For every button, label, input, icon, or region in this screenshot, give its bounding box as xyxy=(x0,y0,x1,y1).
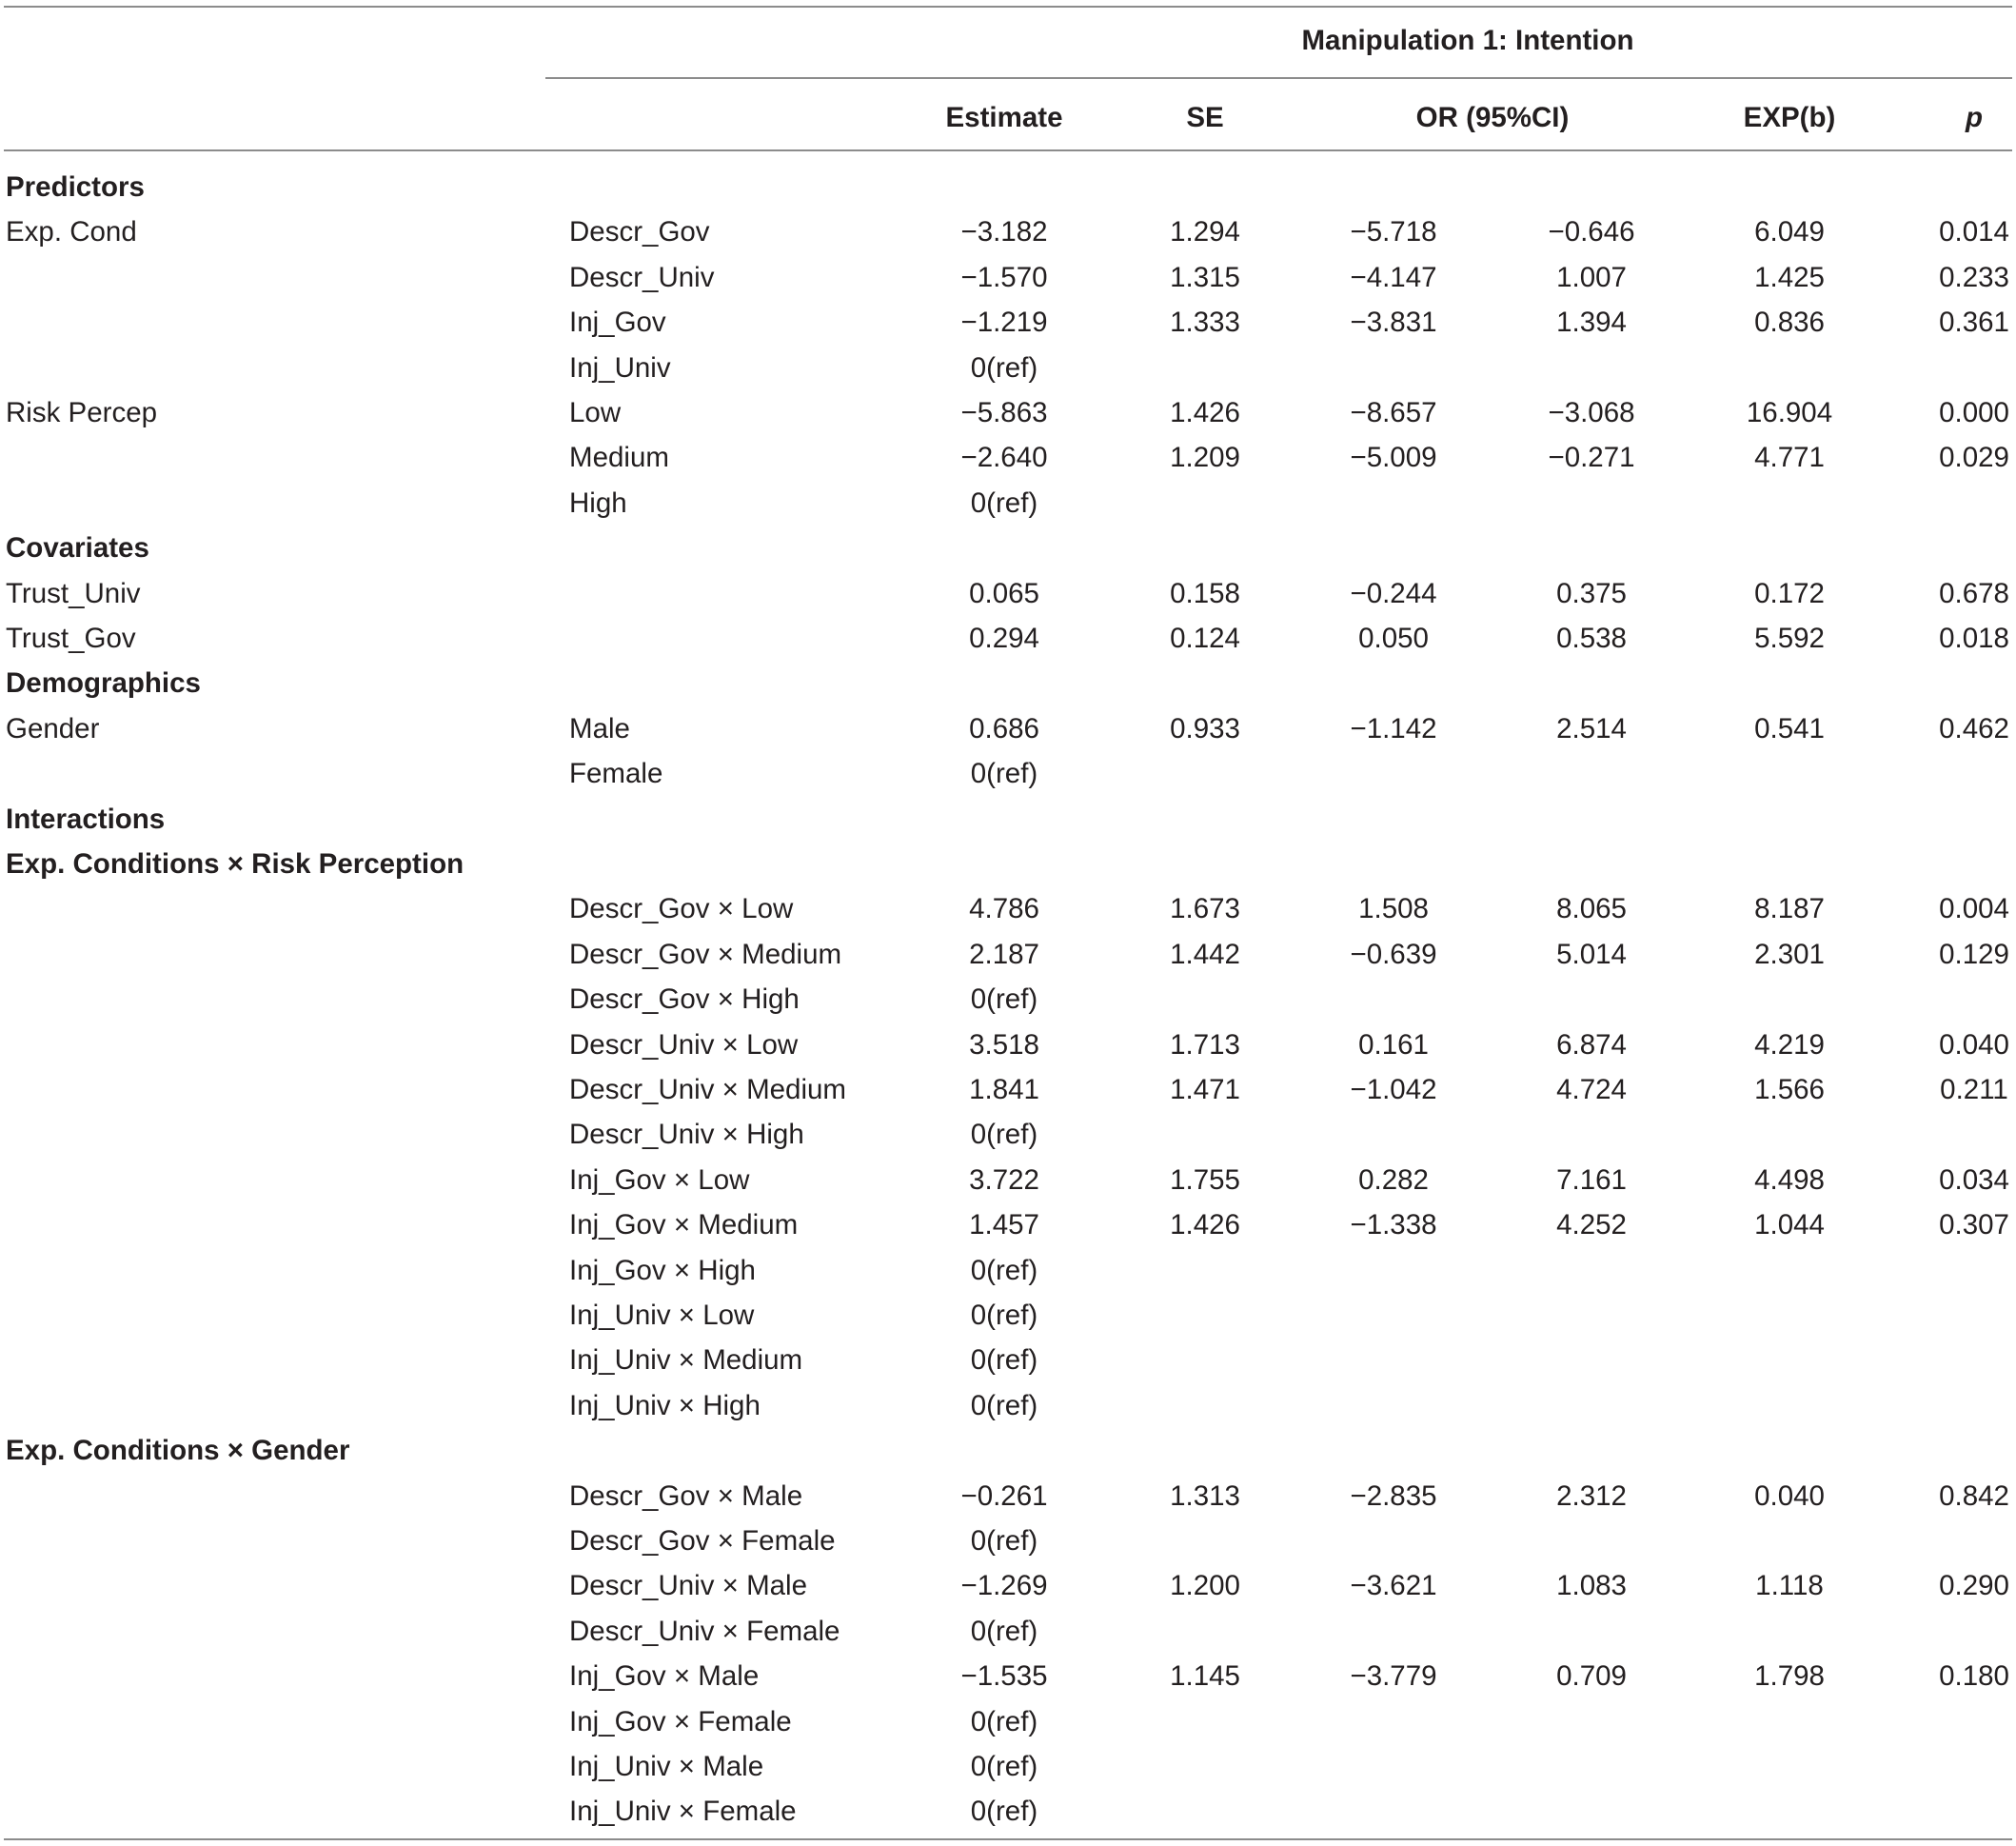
cell-or-lower: −3.621 xyxy=(1350,1570,1437,1602)
cell-or-lower: −2.835 xyxy=(1350,1479,1437,1512)
row-level: Low xyxy=(569,397,622,428)
cell-p: 0.842 xyxy=(1939,1479,2009,1512)
row-variable: Trust_Univ xyxy=(6,577,141,609)
row-level: Male xyxy=(569,712,630,744)
cell-or-upper: 5.014 xyxy=(1556,938,1627,970)
section-label: Covariates xyxy=(6,532,149,565)
cell-or-upper: 4.724 xyxy=(1556,1074,1627,1105)
row-level: Inj_Gov × Low xyxy=(569,1163,750,1196)
cell-estimate: −1.570 xyxy=(960,261,1048,293)
cell-estimate: −1.269 xyxy=(960,1570,1048,1602)
cell-expb: 4.771 xyxy=(1754,442,1825,474)
cell-se: 1.426 xyxy=(1170,397,1240,428)
row-level: Descr_Univ × High xyxy=(569,1119,804,1151)
bottom-rule xyxy=(4,1838,2012,1840)
row-level: Inj_Univ × Low xyxy=(569,1300,755,1331)
row-level: Inj_Univ × Male xyxy=(569,1751,764,1782)
cell-or-upper: −3.068 xyxy=(1548,397,1635,428)
cell-p: 0.462 xyxy=(1939,712,2009,744)
row-level: Descr_Gov × Medium xyxy=(569,938,842,970)
row-variable: Gender xyxy=(6,712,100,744)
cell-p: 0.129 xyxy=(1939,938,2009,970)
cell-or-upper: 0.538 xyxy=(1556,623,1627,654)
col-header-se: SE xyxy=(1186,102,1224,133)
row-level: Inj_Univ × High xyxy=(569,1389,761,1421)
cell-p: 0.034 xyxy=(1939,1163,2009,1196)
group-header-rule xyxy=(545,77,2012,79)
cell-se: 1.426 xyxy=(1170,1209,1240,1241)
cell-estimate: 0(ref) xyxy=(970,351,1038,384)
cell-or-upper: 1.083 xyxy=(1556,1570,1627,1602)
cell-se: 1.145 xyxy=(1170,1660,1240,1693)
cell-p: 0.040 xyxy=(1939,1028,2009,1061)
cell-or-lower: −5.009 xyxy=(1350,442,1437,474)
cell-or-lower: −0.639 xyxy=(1350,938,1437,970)
cell-or-upper: −0.646 xyxy=(1548,216,1635,248)
cell-or-lower: 0.050 xyxy=(1358,623,1429,654)
row-level: Descr_Gov × Low xyxy=(569,893,794,925)
cell-estimate: 0(ref) xyxy=(970,1344,1038,1377)
row-level: Inj_Univ × Medium xyxy=(569,1344,803,1377)
cell-se: 1.333 xyxy=(1170,307,1240,339)
row-level: Female xyxy=(569,758,663,790)
cell-p: 0.004 xyxy=(1939,893,2009,925)
group-header: Manipulation 1: Intention xyxy=(1301,25,1634,56)
cell-or-upper: 4.252 xyxy=(1556,1209,1627,1241)
cell-se: 1.313 xyxy=(1170,1479,1240,1512)
cell-estimate: 0(ref) xyxy=(970,983,1038,1016)
cell-or-lower: −1.142 xyxy=(1350,712,1437,744)
row-level: High xyxy=(569,486,627,519)
row-level: Inj_Univ × Female xyxy=(569,1796,797,1828)
row-level: Descr_Univ × Male xyxy=(569,1570,808,1602)
cell-se: 1.673 xyxy=(1170,893,1240,925)
cell-expb: 16.904 xyxy=(1746,397,1833,428)
cell-estimate: 1.457 xyxy=(969,1209,1039,1241)
row-variable: Risk Percep xyxy=(6,397,158,428)
cell-estimate: 0(ref) xyxy=(970,486,1038,519)
cell-expb: 0.541 xyxy=(1754,712,1825,744)
cell-estimate: −2.640 xyxy=(960,442,1048,474)
cell-estimate: −5.863 xyxy=(960,397,1048,428)
row-level: Descr_Univ × Low xyxy=(569,1028,799,1061)
cell-expb: 2.301 xyxy=(1754,938,1825,970)
cell-or-lower: −0.244 xyxy=(1350,577,1437,609)
row-level: Descr_Univ × Female xyxy=(569,1615,840,1647)
cell-estimate: 0(ref) xyxy=(970,1751,1038,1782)
cell-or-upper: −0.271 xyxy=(1548,442,1635,474)
cell-expb: 1.798 xyxy=(1754,1660,1825,1693)
cell-p: 0.361 xyxy=(1939,307,2009,339)
cell-or-lower: 0.161 xyxy=(1358,1028,1429,1061)
cell-estimate: 0(ref) xyxy=(970,1525,1038,1557)
col-header-p: p xyxy=(1965,102,1984,133)
cell-estimate: −0.261 xyxy=(960,1479,1048,1512)
cell-se: 0.158 xyxy=(1170,577,1240,609)
cell-p: 0.233 xyxy=(1939,261,2009,293)
cell-p: 0.029 xyxy=(1939,442,2009,474)
cell-estimate: 0(ref) xyxy=(970,1796,1038,1828)
cell-p: 0.307 xyxy=(1939,1209,2009,1241)
cell-estimate: 3.722 xyxy=(969,1163,1039,1196)
row-level: Inj_Univ xyxy=(569,351,671,384)
cell-se: 0.124 xyxy=(1170,623,1240,654)
cell-or-lower: −5.718 xyxy=(1350,216,1437,248)
cell-se: 1.294 xyxy=(1170,216,1240,248)
cell-estimate: −1.535 xyxy=(960,1660,1048,1693)
cell-or-upper: 0.375 xyxy=(1556,577,1627,609)
cell-or-lower: −1.338 xyxy=(1350,1209,1437,1241)
cell-or-lower: −8.657 xyxy=(1350,397,1437,428)
cell-estimate: 3.518 xyxy=(969,1028,1039,1061)
row-variable: Trust_Gov xyxy=(6,623,136,654)
cell-or-lower: 1.508 xyxy=(1358,893,1429,925)
cell-estimate: −1.219 xyxy=(960,307,1048,339)
cell-estimate: 0(ref) xyxy=(970,1615,1038,1647)
cell-or-lower: −4.147 xyxy=(1350,261,1437,293)
row-level: Descr_Univ × Medium xyxy=(569,1074,846,1105)
cell-or-upper: 1.007 xyxy=(1556,261,1627,293)
cell-estimate: 0(ref) xyxy=(970,1300,1038,1331)
row-level: Inj_Gov × Medium xyxy=(569,1209,799,1241)
cell-estimate: 4.786 xyxy=(969,893,1039,925)
row-level: Descr_Univ xyxy=(569,261,715,293)
cell-estimate: 0(ref) xyxy=(970,1705,1038,1737)
cell-or-upper: 0.709 xyxy=(1556,1660,1627,1693)
section-label: Interactions xyxy=(6,803,166,835)
cell-se: 1.471 xyxy=(1170,1074,1240,1105)
row-variable: Exp. Cond xyxy=(6,216,137,248)
cell-expb: 4.498 xyxy=(1754,1163,1825,1196)
cell-p: 0.678 xyxy=(1939,577,2009,609)
cell-expb: 0.172 xyxy=(1754,577,1825,609)
cell-estimate: 0(ref) xyxy=(970,1119,1038,1151)
cell-expb: 0.040 xyxy=(1754,1479,1825,1512)
cell-estimate: 0(ref) xyxy=(970,758,1038,790)
cell-se: 1.713 xyxy=(1170,1028,1240,1061)
cell-or-upper: 1.394 xyxy=(1556,307,1627,339)
cell-estimate: 0.686 xyxy=(969,712,1039,744)
row-level: Inj_Gov xyxy=(569,307,666,339)
cell-p: 0.290 xyxy=(1939,1570,2009,1602)
col-header-expb: EXP(b) xyxy=(1743,102,1836,133)
top-rule xyxy=(4,6,2012,8)
row-level: Inj_Gov × High xyxy=(569,1254,756,1286)
cell-or-upper: 2.514 xyxy=(1556,712,1627,744)
cell-se: 1.200 xyxy=(1170,1570,1240,1602)
cell-or-lower: −1.042 xyxy=(1350,1074,1437,1105)
cell-or-lower: 0.282 xyxy=(1358,1163,1429,1196)
cell-expb: 1.118 xyxy=(1755,1570,1824,1602)
cell-or-upper: 8.065 xyxy=(1556,893,1627,925)
cell-se: 0.933 xyxy=(1170,712,1240,744)
cell-se: 1.755 xyxy=(1170,1163,1240,1196)
cell-estimate: 1.841 xyxy=(969,1074,1039,1105)
cell-expb: 6.049 xyxy=(1754,216,1825,248)
cell-or-upper: 2.312 xyxy=(1556,1479,1627,1512)
cell-estimate: 0.294 xyxy=(969,623,1039,654)
cell-or-upper: 6.874 xyxy=(1556,1028,1627,1061)
row-level: Descr_Gov × Male xyxy=(569,1479,803,1512)
col-header-estimate: Estimate xyxy=(945,102,1063,133)
row-level: Inj_Gov × Male xyxy=(569,1660,760,1693)
section-label: Exp. Conditions × Risk Perception xyxy=(6,848,464,880)
cell-expb: 0.836 xyxy=(1754,307,1825,339)
cell-expb: 1.566 xyxy=(1754,1074,1825,1105)
cell-expb: 1.044 xyxy=(1754,1209,1825,1241)
cell-estimate: 0.065 xyxy=(969,577,1039,609)
cell-estimate: 0(ref) xyxy=(970,1254,1038,1286)
cell-estimate: −3.182 xyxy=(960,216,1048,248)
section-label: Predictors xyxy=(6,171,145,203)
cell-or-lower: −3.779 xyxy=(1350,1660,1437,1693)
row-level: Descr_Gov × High xyxy=(569,983,800,1016)
row-level: Descr_Gov xyxy=(569,216,710,248)
row-level: Descr_Gov × Female xyxy=(569,1525,836,1557)
cell-estimate: 2.187 xyxy=(969,938,1039,970)
cell-p: 0.180 xyxy=(1939,1660,2009,1693)
cell-expb: 4.219 xyxy=(1754,1028,1825,1061)
cell-p: 0.000 xyxy=(1939,397,2009,428)
cell-or-lower: −3.831 xyxy=(1350,307,1437,339)
cell-expb: 1.425 xyxy=(1754,261,1825,293)
row-level: Medium xyxy=(569,442,669,474)
section-label: Demographics xyxy=(6,667,201,700)
cell-expb: 8.187 xyxy=(1754,893,1825,925)
row-level: Inj_Gov × Female xyxy=(569,1705,792,1737)
cell-p: 0.014 xyxy=(1939,216,2009,248)
cell-estimate: 0(ref) xyxy=(970,1389,1038,1421)
col-header-or: OR (95%CI) xyxy=(1415,102,1570,133)
header-rule xyxy=(4,149,2012,151)
section-label: Exp. Conditions × Gender xyxy=(6,1435,350,1467)
cell-se: 1.442 xyxy=(1170,938,1240,970)
cell-se: 1.209 xyxy=(1170,442,1240,474)
cell-expb: 5.592 xyxy=(1754,623,1825,654)
cell-or-upper: 7.161 xyxy=(1556,1163,1627,1196)
cell-p: 0.211 xyxy=(1940,1074,2008,1105)
cell-se: 1.315 xyxy=(1170,261,1240,293)
cell-p: 0.018 xyxy=(1939,623,2009,654)
